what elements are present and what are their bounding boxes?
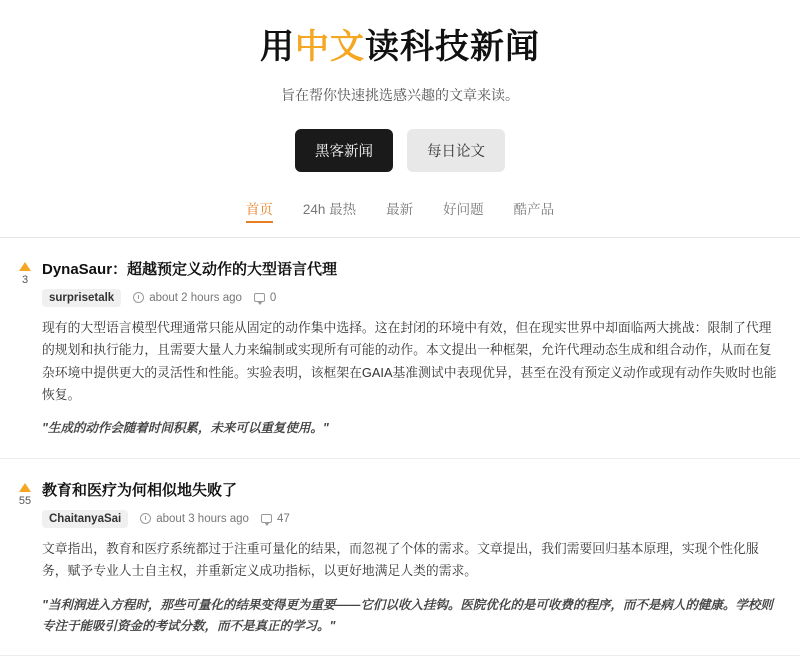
story-score: 55 bbox=[12, 495, 38, 507]
clock-icon bbox=[140, 513, 151, 524]
upvote-arrow-icon[interactable] bbox=[19, 262, 31, 271]
tab-newest[interactable]: 最新 bbox=[386, 198, 413, 223]
page-header bbox=[0, 0, 800, 238]
vote-column bbox=[12, 260, 38, 440]
story-list bbox=[0, 238, 800, 666]
source-button-daily-papers[interactable]: 每日论文 bbox=[407, 129, 505, 172]
story-title[interactable]: 教育和医疗为何相似地失败了 bbox=[42, 481, 780, 501]
story-author[interactable]: ChaitanyaSai bbox=[42, 510, 128, 528]
story-meta bbox=[42, 289, 780, 307]
story-quote: "生成的动作会随着时间积累，未来可以重复使用。" bbox=[42, 418, 780, 439]
upvote-arrow-icon[interactable] bbox=[19, 483, 31, 492]
story-meta bbox=[42, 510, 780, 528]
page-title bbox=[0, 26, 800, 69]
list-item bbox=[0, 459, 800, 657]
story-comments[interactable] bbox=[254, 292, 276, 304]
story-summary: 现有的大型语言模型代理通常只能从固定的动作集中选择。这在封闭的环境中有效，但在现实世界中却面临两大挑战：限制了代理的规划和执行能力，且需要大量人力来编制或实现所有可能的动作。本文提出一种框架，允许代理动态生成和组合动作，从而在复杂环境中提供更大的灵活性和性能。实验表明，该框架在GAIA基准测试中表现优异，甚至在没有预定义动作或现有动作失败时也能恢复。 bbox=[42, 317, 780, 407]
comment-icon bbox=[254, 293, 265, 302]
story-title[interactable]: DynaSaur：超越预定义动作的大型语言代理 bbox=[42, 260, 780, 280]
story-comments-count: 47 bbox=[277, 513, 290, 525]
story-quote: "当利润进入方程时，那些可量化的结果变得更为重要——它们以收入挂钩。医院优化的是可收费的程序，而不是病人的健康。学校则专注于能吸引资金的考试分数，而不是真正的学习。" bbox=[42, 595, 780, 638]
page-tagline: 旨在帮你快速挑选感兴趣的文章来读。 bbox=[0, 85, 800, 105]
list-item bbox=[0, 238, 800, 459]
page-title-part1: 用 bbox=[260, 28, 295, 66]
story-comments[interactable] bbox=[261, 513, 290, 525]
story-author[interactable]: surprisetalk bbox=[42, 289, 121, 307]
vote-column bbox=[12, 481, 38, 638]
story-time bbox=[133, 292, 242, 304]
source-button-hackernews[interactable]: 黑客新闻 bbox=[295, 129, 393, 172]
story-score: 3 bbox=[12, 274, 38, 286]
story-comments-count: 0 bbox=[270, 292, 276, 304]
nav-tabs bbox=[0, 198, 800, 237]
clock-icon bbox=[133, 292, 144, 303]
page-title-part2: 读科技新闻 bbox=[365, 28, 540, 66]
story-summary: 文章指出，教育和医疗系统都过于注重可量化的结果，而忽视了个体的需求。文章提出，我们需要回归基本原理，实现个性化服务，赋予专业人士自主权，并重新定义成功指标，以更好地满足人类的需求。 bbox=[42, 538, 780, 583]
story-body bbox=[38, 260, 780, 440]
story-time-label: about 2 hours ago bbox=[149, 292, 242, 304]
tab-cool-products[interactable]: 酷产品 bbox=[514, 198, 555, 223]
story-body bbox=[38, 481, 780, 638]
story-time-label: about 3 hours ago bbox=[156, 513, 249, 525]
source-toggle bbox=[0, 129, 800, 172]
tab-good-questions[interactable]: 好问题 bbox=[443, 198, 484, 223]
story-time bbox=[140, 513, 249, 525]
page-title-accent: 中文 bbox=[295, 28, 365, 66]
comment-icon bbox=[261, 514, 272, 523]
tab-home[interactable]: 首页 bbox=[246, 198, 273, 223]
tab-24h-hot[interactable]: 24h 最热 bbox=[303, 198, 356, 223]
